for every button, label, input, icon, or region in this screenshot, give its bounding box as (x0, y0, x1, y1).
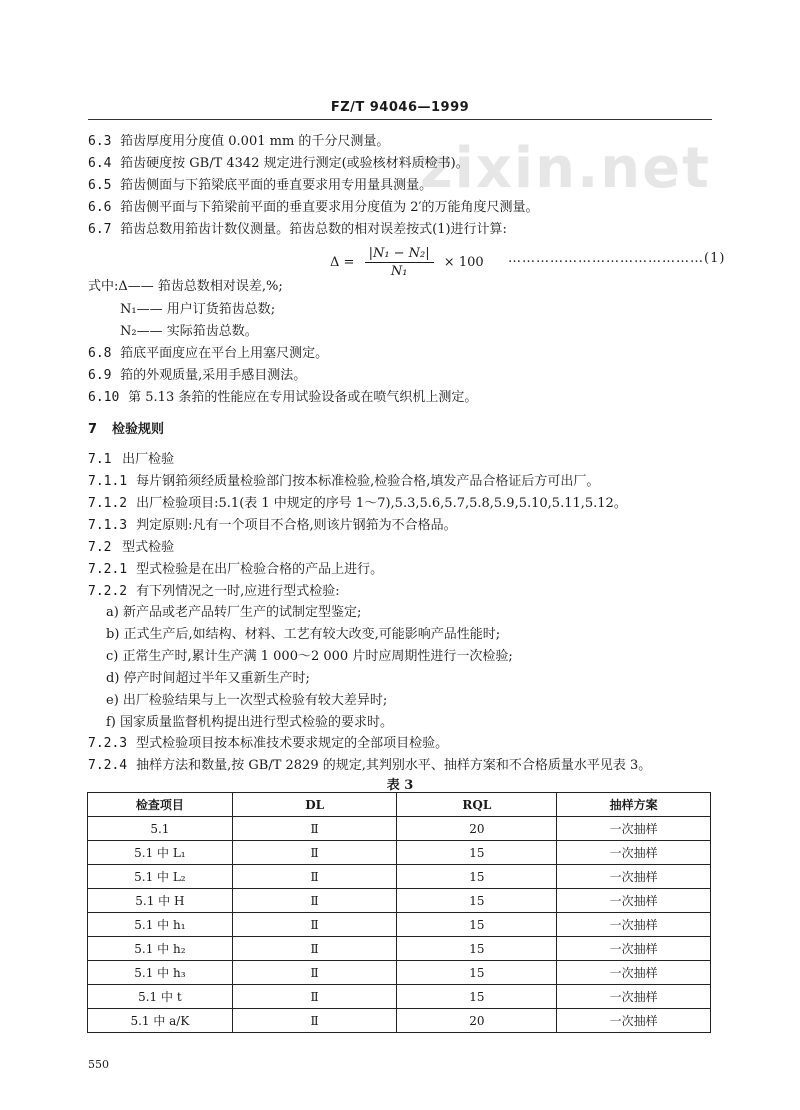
cell-plan: 一次抽样 (557, 865, 711, 889)
cell-item: 5.1 中 t (88, 985, 233, 1009)
item-6-3: 6.3 筘齿厚度用分度值 0.001 mm 的千分尺测量。 (88, 134, 390, 149)
item-7-2-3: 7.2.3 型式检验项目按本标准技术要求规定的全部项目检验。 (88, 736, 449, 751)
cell-plan: 一次抽样 (557, 961, 711, 985)
cell-item: 5.1 中 a/K (88, 1009, 233, 1033)
cell-plan: 一次抽样 (557, 937, 711, 961)
cell-dl: Ⅱ (232, 913, 397, 937)
table-caption: 表 3 (386, 778, 414, 793)
where-line-2: N₁—— 用户订货筘齿总数; (120, 302, 276, 317)
cell-plan: 一次抽样 (557, 1009, 711, 1033)
header-rule (88, 119, 712, 120)
header-dl: DL (232, 793, 397, 817)
cell-rql: 15 (397, 913, 557, 937)
sampling-table (87, 792, 711, 1033)
cell-rql: 15 (397, 985, 557, 1009)
header-item: 检查项目 (88, 793, 233, 817)
item-7-2-4: 7.2.4 抽样方法和数量,按 GB/T 2829 的规定,其判别水平、抽样方案和不合格质量水平见表 3。 (88, 758, 652, 773)
cell-dl: Ⅱ (232, 985, 397, 1009)
table-row (88, 817, 711, 841)
cell-item: 5.1 中 H (88, 889, 233, 913)
cell-item: 5.1 中 h₂ (88, 937, 233, 961)
item-7-2-1: 7.2.1 型式检验是在出厂检验合格的产品上进行。 (88, 562, 384, 577)
list-item-c: c) 正常生产时,累计生产满 1 000～2 000 片时应周期性进行一次检验; (106, 649, 513, 664)
item-7-2-2: 7.2.2 有下列情况之一时,应进行型式检验: (88, 584, 340, 599)
formula-denominator: N₁ (390, 264, 408, 279)
list-item-e: e) 出厂检验结果与上一次型式检验有较大差异时; (106, 693, 388, 708)
cell-rql: 15 (397, 937, 557, 961)
header-rql: RQL (397, 793, 557, 817)
list-item-d: d) 停产时间超过半年又重新生产时; (106, 671, 310, 686)
table-header-row (88, 793, 711, 817)
item-7-1-3: 7.1.3 判定原则:凡有一个项目不合格,则该片钢筘为不合格品。 (88, 518, 457, 533)
formula-fraction (365, 246, 434, 279)
cell-dl: Ⅱ (232, 889, 397, 913)
cell-rql: 20 (397, 1009, 557, 1033)
table-row (88, 985, 711, 1009)
list-item-a: a) 新产品或老产品转厂生产的试制定型鉴定; (106, 605, 362, 620)
item-7-1: 7.1 出厂检验 (88, 452, 175, 467)
item-6-5: 6.5 筘齿侧面与下筘梁底平面的垂直要求用专用量具测量。 (88, 178, 433, 193)
cell-plan: 一次抽样 (557, 817, 711, 841)
item-6-6: 6.6 筘齿侧平面与下筘梁前平面的垂直要求用分度值为 2′的万能角度尺测量。 (88, 200, 539, 215)
cell-rql: 15 (397, 865, 557, 889)
table-row (88, 1009, 711, 1033)
cell-dl: Ⅱ (232, 1009, 397, 1033)
table-row (88, 841, 711, 865)
item-7-1-2: 7.1.2 出厂检验项目:5.1(表 1 中规定的序号 1～7),5.3,5.6,5.7,5.8,5.9,5.10,5.11,5.12。 (88, 496, 627, 511)
cell-rql: 20 (397, 817, 557, 841)
cell-item: 5.1 中 h₁ (88, 913, 233, 937)
cell-rql: 15 (397, 889, 557, 913)
cell-plan: 一次抽样 (557, 841, 711, 865)
cell-plan: 一次抽样 (557, 889, 711, 913)
table-row (88, 913, 711, 937)
item-6-4: 6.4 筘齿硬度按 GB/T 4342 规定进行测定(或验核材料质检书)。 (88, 156, 469, 171)
cell-rql: 15 (397, 961, 557, 985)
cell-dl: Ⅱ (232, 937, 397, 961)
item-6-9: 6.9 筘的外观质量,采用手感目测法。 (88, 368, 307, 383)
where-line-3: N₂—— 实际筘齿总数。 (120, 324, 258, 339)
item-6-7: 6.7 筘齿总数用筘齿计数仪测量。筘齿总数的相对误差按式(1)进行计算: (88, 222, 507, 237)
page-number: 550 (88, 1058, 109, 1071)
item-7-1-1: 7.1.1 每片钢筘须经质量检验部门按本标准检验,检验合格,填发产品合格证后方可出厂。 (88, 474, 600, 489)
cell-dl: Ⅱ (232, 841, 397, 865)
table-row (88, 961, 711, 985)
formula (330, 246, 484, 279)
item-6-10: 6.10 第 5.13 条筘的性能应在专用试验设备或在喷气织机上测定。 (88, 390, 478, 405)
cell-plan: 一次抽样 (557, 913, 711, 937)
cell-dl: Ⅱ (232, 817, 397, 841)
formula-lhs: Δ = (330, 255, 355, 270)
cell-item: 5.1 中 L₁ (88, 841, 233, 865)
list-item-b: b) 正式生产后,如结构、材料、工艺有较大改变,可能影响产品性能时; (106, 627, 501, 642)
page-header: FZ/T 94046—1999 (330, 100, 470, 115)
formula-numerator: |N₁ − N₂| (365, 246, 434, 263)
cell-item: 5.1 中 h₃ (88, 961, 233, 985)
header-plan: 抽样方案 (557, 793, 711, 817)
cell-dl: Ⅱ (232, 961, 397, 985)
formula-number: ……………………………………(1) (508, 251, 726, 266)
list-item-f: f) 国家质量监督机构提出进行型式检验的要求时。 (106, 715, 394, 730)
cell-item: 5.1 中 L₂ (88, 865, 233, 889)
table-row (88, 937, 711, 961)
cell-rql: 15 (397, 841, 557, 865)
table-row (88, 865, 711, 889)
cell-plan: 一次抽样 (557, 985, 711, 1009)
cell-dl: Ⅱ (232, 865, 397, 889)
table-row (88, 889, 711, 913)
formula-rhs: × 100 (443, 255, 484, 270)
section-7-heading: 7 检验规则 (88, 422, 165, 437)
where-line-1: 式中:Δ—— 筘齿总数相对误差,%; (88, 279, 283, 294)
item-7-2: 7.2 型式检验 (88, 540, 175, 555)
cell-item: 5.1 (88, 817, 233, 841)
watermark: zixin.net (420, 136, 711, 201)
item-6-8: 6.8 筘底平面度应在平台上用塞尺测定。 (88, 346, 329, 361)
